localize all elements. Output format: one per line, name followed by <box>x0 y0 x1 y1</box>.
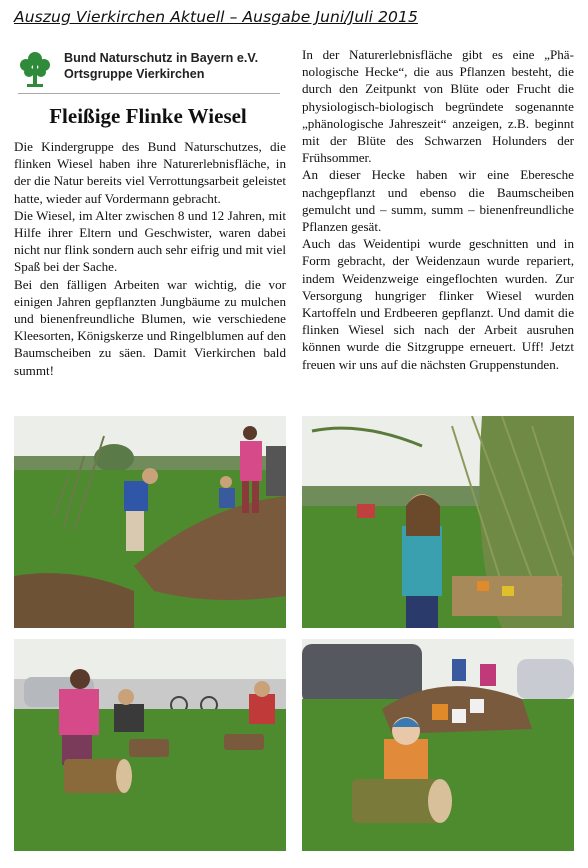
article-column-left <box>14 138 286 379</box>
paragraph-left-3: Bei den fälligen Arbeiten war wichtig, die vor einigen Jahren gepflanzten Jungbäume zu mulchen und bienenfreundliche Blumen, wie verschiedene Kleesorten, Königskerze und Ringelblumen auf den Baumscheiben zu säen. Damit Vierkirchen bald summt! <box>14 276 286 378</box>
header-divider <box>18 93 280 94</box>
paragraph-right-2: An dieser Hecke haben wir eine Eberesche nachgepflanzt und ebenso die Baumscheiben gemulcht und – summ, summ – bienenfreundliche Pflanzen gesät. <box>302 167 574 235</box>
organization-line2: Ortsgruppe Vierkirchen <box>64 67 205 81</box>
organization-name <box>64 50 258 82</box>
photo-willow-fence <box>302 416 574 628</box>
organization-line1: Bund Naturschutz in Bayern e.V. <box>64 51 259 65</box>
paragraph-left-2: Die Wiesel, im Alter zwischen 8 und 12 Jahren, mit Hilfe ihrer Eltern und Geschwister, waren dabei nicht nur flink sondern auch sehr eifrig und mit viel Spaß bei der Sache. <box>14 207 286 275</box>
paragraph-right-1: In der Naturerlebnisfläche gibt es eine „Phänologische Hecke“, die aus Pflanzen besteht, die durch den Zeitpunkt von Blüte oder Frucht die physiologisch-biologisch begründete sogenannte „phänologische Jahreszeit“ anzeigen, z.B. beginnt mit der Blüte des Schwarzen Holunders der Frühsommer. <box>302 47 574 166</box>
photo-toddler-log <box>302 639 574 851</box>
tree-logo-icon <box>18 50 52 90</box>
paragraph-left-1: Die Kindergruppe des Bund Naturschutzes, die flinken Wiesel haben ihre Naturerlebnisfläche, in der die Natur bereits viel Verrottungsarbeit geleistet hatte, wieder auf Vordermann gebracht. <box>14 139 286 206</box>
photo-digging <box>14 416 286 628</box>
paragraph-right-3: Auch das Weidentipi wurde geschnitten und in Form gebracht, der Weidenzaun wurde repariert, indem Weidenzweige eingeflochten wurden. Zur Versorgung hungriger flinker Wiesel wurden Kartoffeln und Erdbeeren gepflanzt. Und damit die flinken Wiesel sich nach der Arbeit ausruhen können wurde die Sitzgruppe erneuert. Uff! Jetzt freuen wir uns auf die nächsten Gruppenstunden. <box>302 236 574 372</box>
article-column-right <box>302 46 574 373</box>
article-title: Fleißige Flinke Wiesel <box>49 104 247 128</box>
photo-log-stools <box>14 639 286 851</box>
organization-block <box>18 46 280 90</box>
newsletter-header: Auszug Vierkirchen Aktuell – Ausgabe Juni/Juli 2015 <box>14 8 418 26</box>
